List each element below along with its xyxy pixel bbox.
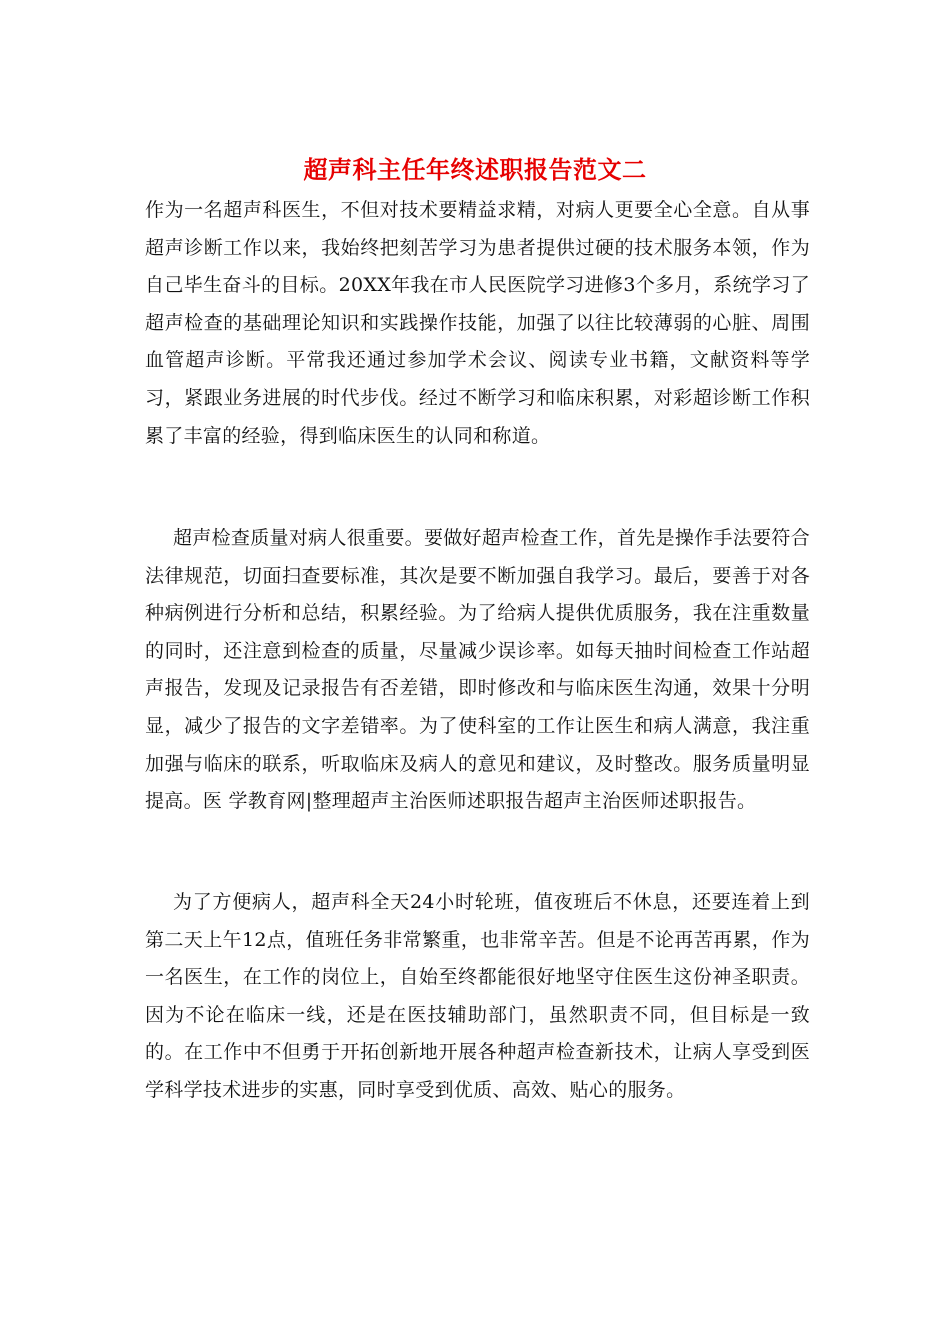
document-title: 超声科主任年终述职报告范文二 (303, 155, 647, 184)
paragraph-1: 作为一名超声科医生，不但对技术要精益求精，对病人更要全心全意。自从事超声诊断工作以来，我始终把刻苦学习为患者提供过硬的技术服务本领，作为自己毕生奋斗的目标。20XX年我在市人民医院学习进修3个多月，系统学习了超声检查的基础理论知识和实践操作技能，加强了以往比较薄弱的心脏、周围血管超声诊断。平常我还通过参加学术会议、阅读专业书籍，文献资料等学习，紧跟业务进展的时代步伐。经过不断学习和临床积累，对彩超诊断工作积累了丰富的经验，得到临床医生的认同和称道。 (145, 199, 810, 447)
paragraph-2: 超声检查质量对病人很重要。要做好超声检查工作，首先是操作手法要符合法律规范，切面扫查要标准，其次是要不断加强自我学习。最后，要善于对各种病例进行分析和总结，积累经验。为了给病人提供优质服务，我在注重数量的同时，还注意到检查的质量，尽量减少误诊率。如每天抽时间检查工作站超声报告，发现及记录报告有否差错，即时修改和与临床医生沟通，效果十分明显，减少了报告的文字差错率。为了使科室的工作让医生和病人满意，我注重加强与临床的联系，听取临床及病人的意见和建议，及时整改。服务质量明显提高。医 学教育网|整理超声主治医师述职报告超声主治医师述职报告。 (145, 527, 810, 813)
paragraph-3: 为了方便病人，超声科全天24小时轮班，值夜班后不休息，还要连着上到第二天上午12点，值班任务非常繁重，也非常辛苦。但是不论再苦再累，作为一名医生，在工作的岗位上，自始至终都能很好地坚守住医生这份神圣职责。因为不论在临床一线，还是在医技辅助部门，虽然职责不同，但目标是一致的。在工作中不但勇于开拓创新地开展各种超声检查新技术，让病人享受到医学科学技术进步的实惠，同时享受到优质、高效、贴心的服务。 (145, 891, 810, 1101)
